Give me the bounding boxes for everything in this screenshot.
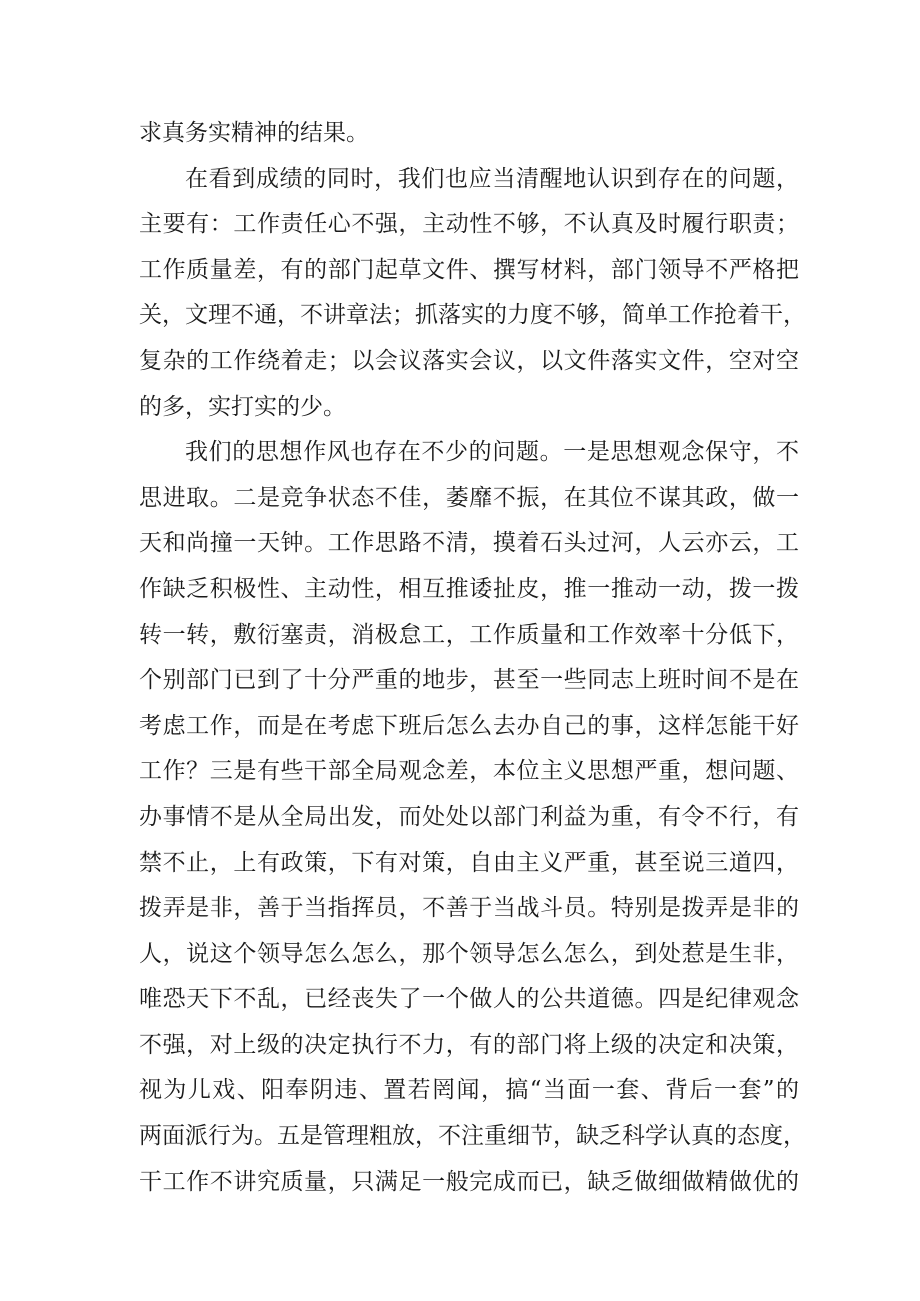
paragraph-first-line: 我们的思想作风也存在不少的问题。一是思想观念保守，不 — [185, 439, 799, 466]
text-line: 作缺乏积极性、主动性，相互推诿扯皮，推一推动一动，拨一拨 — [139, 575, 799, 602]
text-line: 转一转，敷衍塞责，消极怠工，工作质量和工作效率十分低下， — [139, 621, 799, 648]
text-line: 办事情不是从全局出发，而处处以部门利益为重，有令不行，有 — [139, 803, 799, 830]
text-line: 拨弄是非，善于当指挥员，不善于当战斗员。特别是拨弄是非的 — [139, 895, 799, 922]
paragraph-first-line: 在看到成绩的同时，我们也应当清醒地认识到存在的问题， — [185, 165, 799, 192]
text-line: 视为儿戏、阳奉阴违、置若罔闻，搞“当面一套、背后一套”的 — [139, 1077, 799, 1104]
text-line: 天和尚撞一天钟。工作思路不清，摸着石头过河，人云亦云，工 — [139, 530, 799, 557]
text-line: 两面派行为。五是管理粗放，不注重细节，缺乏科学认真的态度， — [139, 1123, 806, 1150]
text-line: 个别部门已到了十分严重的地步，甚至一些同志上班时间不是在 — [139, 667, 799, 694]
text-line: 关，文理不通，不讲章法；抓落实的力度不够，简单工作抢着干， — [139, 302, 806, 329]
text-line: 人，说这个领导怎么怎么，那个领导怎么怎么，到处惹是生非， — [139, 940, 799, 967]
text-line: 唯恐天下不乱，已经丧失了一个做人的公共道德。四是纪律观念 — [139, 986, 799, 1013]
text-line: 考虑工作，而是在考虑下班后怎么去办自己的事，这样怎能干好 — [139, 712, 799, 739]
text-line: 复杂的工作绕着走；以会议落实会议，以文件落实文件，空对空 — [139, 347, 799, 374]
text-line: 不强，对上级的决定执行不力，有的部门将上级的决定和决策， — [139, 1031, 799, 1058]
text-line: 干工作不讲究质量，只满足一般完成而已，缺乏做细做精做优的 — [139, 1168, 799, 1195]
text-line: 工作？三是有些干部全局观念差，本位主义思想严重，想问题、 — [139, 758, 799, 785]
body-text — [139, 111, 806, 1205]
text-line: 的多，实打实的少。 — [139, 393, 346, 420]
text-line: 工作质量差，有的部门起草文件、撰写材料，部门领导不严格把 — [139, 256, 799, 283]
text-line: 禁不止，上有政策，下有对策，自由主义严重，甚至说三道四， — [139, 849, 799, 876]
text-line: 思进取。二是竞争状态不佳，萎靡不振，在其位不谋其政，做一 — [139, 484, 799, 511]
text-line: 主要有：工作责任心不强，主动性不够，不认真及时履行职责； — [139, 211, 799, 238]
text-line: 求真务实精神的结果。 — [139, 120, 369, 146]
